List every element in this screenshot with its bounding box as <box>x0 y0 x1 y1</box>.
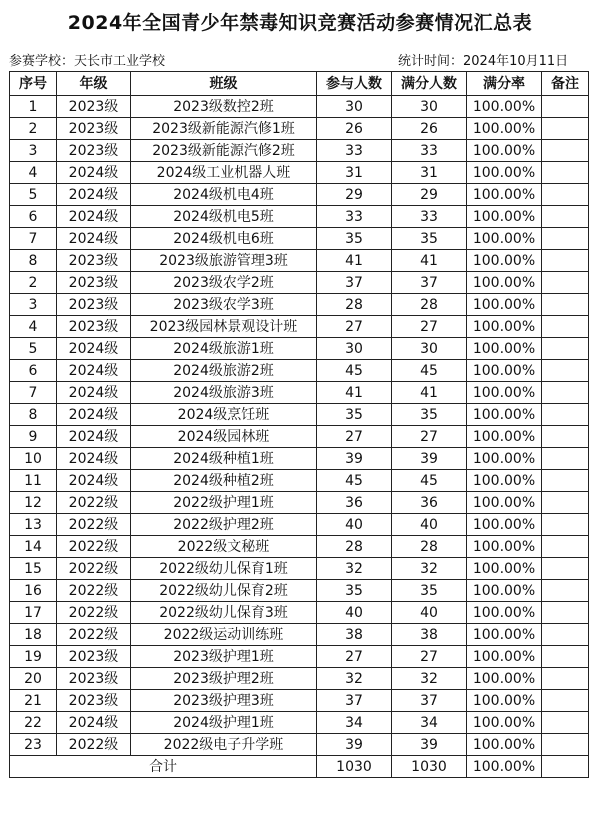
cell-grade: 2023级 <box>57 668 131 690</box>
cell-note <box>542 602 589 624</box>
cell-rate: 100.00% <box>467 668 542 690</box>
header-index: 序号 <box>10 72 57 96</box>
table-row <box>10 404 589 426</box>
table-body <box>10 96 589 756</box>
school-info <box>9 50 165 69</box>
cell-rate: 100.00% <box>467 382 542 404</box>
cell-index: 14 <box>10 536 57 558</box>
table-row <box>10 140 589 162</box>
table-header-row <box>10 72 589 96</box>
cell-index: 6 <box>10 206 57 228</box>
cell-grade: 2024级 <box>57 184 131 206</box>
table-row <box>10 492 589 514</box>
cell-note <box>542 338 589 360</box>
cell-full-score: 32 <box>392 668 467 690</box>
cell-grade: 2023级 <box>57 316 131 338</box>
cell-grade: 2024级 <box>57 382 131 404</box>
cell-rate: 100.00% <box>467 536 542 558</box>
summary-table <box>9 71 589 778</box>
cell-participants: 45 <box>317 360 392 382</box>
cell-index: 3 <box>10 140 57 162</box>
cell-note <box>542 206 589 228</box>
cell-index: 10 <box>10 448 57 470</box>
table-row <box>10 602 589 624</box>
cell-grade: 2024级 <box>57 712 131 734</box>
cell-participants: 45 <box>317 470 392 492</box>
cell-grade: 2023级 <box>57 96 131 118</box>
cell-note <box>542 580 589 602</box>
table-row <box>10 184 589 206</box>
cell-class: 2024级护理1班 <box>131 712 317 734</box>
cell-index: 13 <box>10 514 57 536</box>
report-title: 2024年全国青少年禁毒知识竞赛活动参赛情况汇总表 <box>67 12 533 34</box>
cell-index: 23 <box>10 734 57 756</box>
cell-rate: 100.00% <box>467 228 542 250</box>
cell-participants: 39 <box>317 734 392 756</box>
cell-participants: 36 <box>317 492 392 514</box>
cell-rate: 100.00% <box>467 426 542 448</box>
cell-full-score: 40 <box>392 514 467 536</box>
cell-grade: 2024级 <box>57 206 131 228</box>
table-row <box>10 580 589 602</box>
cell-grade: 2022级 <box>57 558 131 580</box>
table-row <box>10 338 589 360</box>
cell-index: 12 <box>10 492 57 514</box>
cell-index: 11 <box>10 470 57 492</box>
cell-participants: 41 <box>317 382 392 404</box>
cell-class: 2024级机电6班 <box>131 228 317 250</box>
cell-participants: 37 <box>317 272 392 294</box>
cell-class: 2022级护理1班 <box>131 492 317 514</box>
cell-class: 2024级烹饪班 <box>131 404 317 426</box>
cell-rate: 100.00% <box>467 734 542 756</box>
cell-participants: 34 <box>317 712 392 734</box>
cell-index: 3 <box>10 294 57 316</box>
total-note <box>542 756 589 778</box>
cell-rate: 100.00% <box>467 184 542 206</box>
cell-index: 17 <box>10 602 57 624</box>
cell-rate: 100.00% <box>467 646 542 668</box>
cell-participants: 39 <box>317 448 392 470</box>
cell-note <box>542 184 589 206</box>
table-row <box>10 316 589 338</box>
table-row <box>10 382 589 404</box>
cell-class: 2023级农学3班 <box>131 294 317 316</box>
cell-grade: 2023级 <box>57 646 131 668</box>
cell-participants: 33 <box>317 140 392 162</box>
cell-class: 2023级园林景观设计班 <box>131 316 317 338</box>
table-row <box>10 426 589 448</box>
cell-note <box>542 316 589 338</box>
date-info <box>398 50 568 69</box>
cell-class: 2022级幼儿保育3班 <box>131 602 317 624</box>
cell-participants: 35 <box>317 228 392 250</box>
cell-grade: 2022级 <box>57 580 131 602</box>
cell-class: 2022级文秘班 <box>131 536 317 558</box>
cell-full-score: 33 <box>392 206 467 228</box>
cell-rate: 100.00% <box>467 360 542 382</box>
cell-class: 2022级幼儿保育2班 <box>131 580 317 602</box>
cell-note <box>542 272 589 294</box>
table-row <box>10 206 589 228</box>
cell-class: 2022级运动训练班 <box>131 624 317 646</box>
cell-participants: 27 <box>317 646 392 668</box>
cell-full-score: 34 <box>392 712 467 734</box>
cell-class: 2024级机电4班 <box>131 184 317 206</box>
cell-index: 16 <box>10 580 57 602</box>
cell-rate: 100.00% <box>467 404 542 426</box>
cell-note <box>542 96 589 118</box>
total-rate: 100.00% <box>467 756 542 778</box>
cell-note <box>542 558 589 580</box>
cell-full-score: 37 <box>392 272 467 294</box>
cell-index: 2 <box>10 272 57 294</box>
cell-index: 5 <box>10 338 57 360</box>
cell-participants: 26 <box>317 118 392 140</box>
cell-note <box>542 712 589 734</box>
cell-full-score: 28 <box>392 294 467 316</box>
cell-grade: 2023级 <box>57 250 131 272</box>
cell-participants: 30 <box>317 96 392 118</box>
table-row <box>10 624 589 646</box>
cell-note <box>542 646 589 668</box>
cell-note <box>542 492 589 514</box>
cell-index: 21 <box>10 690 57 712</box>
cell-class: 2023级数控2班 <box>131 96 317 118</box>
cell-grade: 2022级 <box>57 734 131 756</box>
cell-participants: 31 <box>317 162 392 184</box>
header-note: 备注 <box>542 72 589 96</box>
cell-grade: 2022级 <box>57 624 131 646</box>
cell-note <box>542 250 589 272</box>
cell-rate: 100.00% <box>467 624 542 646</box>
cell-participants: 30 <box>317 338 392 360</box>
cell-grade: 2023级 <box>57 140 131 162</box>
cell-class: 2024级机电5班 <box>131 206 317 228</box>
cell-class: 2024级园林班 <box>131 426 317 448</box>
cell-rate: 100.00% <box>467 558 542 580</box>
cell-participants: 33 <box>317 206 392 228</box>
cell-grade: 2024级 <box>57 470 131 492</box>
cell-rate: 100.00% <box>467 206 542 228</box>
cell-class: 2024级旅游2班 <box>131 360 317 382</box>
cell-full-score: 45 <box>392 470 467 492</box>
cell-full-score: 41 <box>392 382 467 404</box>
table-row <box>10 734 589 756</box>
date-value: 2024年10月11日 <box>463 54 569 69</box>
table-row <box>10 448 589 470</box>
header-grade: 年级 <box>57 72 131 96</box>
cell-index: 1 <box>10 96 57 118</box>
cell-full-score: 30 <box>392 96 467 118</box>
cell-class: 2024级种植2班 <box>131 470 317 492</box>
cell-grade: 2024级 <box>57 448 131 470</box>
cell-grade: 2022级 <box>57 514 131 536</box>
cell-index: 22 <box>10 712 57 734</box>
cell-rate: 100.00% <box>467 118 542 140</box>
cell-participants: 29 <box>317 184 392 206</box>
cell-note <box>542 734 589 756</box>
cell-class: 2023级旅游管理3班 <box>131 250 317 272</box>
cell-full-score: 41 <box>392 250 467 272</box>
cell-participants: 32 <box>317 668 392 690</box>
cell-participants: 35 <box>317 580 392 602</box>
table-row <box>10 272 589 294</box>
cell-grade: 2024级 <box>57 228 131 250</box>
cell-grade: 2024级 <box>57 426 131 448</box>
cell-full-score: 27 <box>392 316 467 338</box>
table-row <box>10 118 589 140</box>
cell-full-score: 40 <box>392 602 467 624</box>
table-row <box>10 668 589 690</box>
cell-note <box>542 382 589 404</box>
cell-grade: 2024级 <box>57 360 131 382</box>
cell-index: 4 <box>10 162 57 184</box>
cell-note <box>542 360 589 382</box>
cell-rate: 100.00% <box>467 712 542 734</box>
cell-class: 2024级种植1班 <box>131 448 317 470</box>
table-row <box>10 712 589 734</box>
cell-full-score: 33 <box>392 140 467 162</box>
cell-note <box>542 536 589 558</box>
cell-grade: 2024级 <box>57 404 131 426</box>
date-label: 统计时间： <box>398 54 464 69</box>
cell-class: 2023级护理1班 <box>131 646 317 668</box>
cell-note <box>542 294 589 316</box>
cell-full-score: 45 <box>392 360 467 382</box>
table-row <box>10 250 589 272</box>
total-label: 合计 <box>10 756 317 778</box>
cell-participants: 27 <box>317 316 392 338</box>
cell-index: 4 <box>10 316 57 338</box>
cell-note <box>542 426 589 448</box>
table-row <box>10 162 589 184</box>
cell-class: 2022级幼儿保育1班 <box>131 558 317 580</box>
cell-participants: 28 <box>317 536 392 558</box>
cell-rate: 100.00% <box>467 162 542 184</box>
cell-full-score: 27 <box>392 426 467 448</box>
cell-grade: 2022级 <box>57 536 131 558</box>
cell-note <box>542 690 589 712</box>
table-row <box>10 470 589 492</box>
cell-participants: 38 <box>317 624 392 646</box>
cell-index: 2 <box>10 118 57 140</box>
cell-note <box>542 624 589 646</box>
cell-full-score: 39 <box>392 448 467 470</box>
cell-full-score: 27 <box>392 646 467 668</box>
cell-class: 2024级工业机器人班 <box>131 162 317 184</box>
cell-grade: 2023级 <box>57 118 131 140</box>
cell-full-score: 36 <box>392 492 467 514</box>
cell-rate: 100.00% <box>467 690 542 712</box>
table-row <box>10 360 589 382</box>
cell-class: 2023级新能源汽修2班 <box>131 140 317 162</box>
cell-participants: 40 <box>317 514 392 536</box>
cell-class: 2023级新能源汽修1班 <box>131 118 317 140</box>
cell-rate: 100.00% <box>467 580 542 602</box>
cell-note <box>542 514 589 536</box>
header-class: 班级 <box>131 72 317 96</box>
cell-index: 18 <box>10 624 57 646</box>
cell-rate: 100.00% <box>467 514 542 536</box>
cell-rate: 100.00% <box>467 338 542 360</box>
cell-rate: 100.00% <box>467 294 542 316</box>
table-row <box>10 294 589 316</box>
cell-rate: 100.00% <box>467 602 542 624</box>
table-row <box>10 558 589 580</box>
cell-rate: 100.00% <box>467 272 542 294</box>
cell-class: 2023级护理2班 <box>131 668 317 690</box>
cell-participants: 37 <box>317 690 392 712</box>
table-row <box>10 228 589 250</box>
cell-note <box>542 448 589 470</box>
cell-full-score: 35 <box>392 580 467 602</box>
cell-note <box>542 228 589 250</box>
cell-full-score: 35 <box>392 404 467 426</box>
cell-note <box>542 140 589 162</box>
cell-grade: 2023级 <box>57 690 131 712</box>
header-participants: 参与人数 <box>317 72 392 96</box>
cell-index: 8 <box>10 404 57 426</box>
header-full-score: 满分人数 <box>392 72 467 96</box>
cell-full-score: 38 <box>392 624 467 646</box>
cell-full-score: 39 <box>392 734 467 756</box>
cell-class: 2024级旅游1班 <box>131 338 317 360</box>
school-name: 天长市工业学校 <box>74 54 166 69</box>
cell-grade: 2024级 <box>57 162 131 184</box>
cell-full-score: 32 <box>392 558 467 580</box>
cell-rate: 100.00% <box>467 492 542 514</box>
cell-grade: 2023级 <box>57 294 131 316</box>
cell-grade: 2022级 <box>57 602 131 624</box>
cell-note <box>542 118 589 140</box>
cell-grade: 2024级 <box>57 338 131 360</box>
cell-rate: 100.00% <box>467 448 542 470</box>
table-row <box>10 646 589 668</box>
cell-note <box>542 404 589 426</box>
table-row <box>10 536 589 558</box>
cell-participants: 32 <box>317 558 392 580</box>
total-full-score: 1030 <box>392 756 467 778</box>
cell-index: 7 <box>10 382 57 404</box>
cell-full-score: 26 <box>392 118 467 140</box>
cell-rate: 100.00% <box>467 96 542 118</box>
cell-full-score: 28 <box>392 536 467 558</box>
cell-class: 2023级护理3班 <box>131 690 317 712</box>
school-label: 参赛学校： <box>9 54 75 69</box>
cell-index: 20 <box>10 668 57 690</box>
cell-rate: 100.00% <box>467 470 542 492</box>
cell-index: 6 <box>10 360 57 382</box>
cell-index: 15 <box>10 558 57 580</box>
cell-index: 7 <box>10 228 57 250</box>
cell-participants: 28 <box>317 294 392 316</box>
cell-grade: 2023级 <box>57 272 131 294</box>
cell-note <box>542 668 589 690</box>
cell-full-score: 31 <box>392 162 467 184</box>
cell-index: 5 <box>10 184 57 206</box>
cell-full-score: 29 <box>392 184 467 206</box>
cell-class: 2022级护理2班 <box>131 514 317 536</box>
cell-rate: 100.00% <box>467 140 542 162</box>
cell-class: 2024级旅游3班 <box>131 382 317 404</box>
table-row <box>10 96 589 118</box>
cell-class: 2022级电子升学班 <box>131 734 317 756</box>
cell-class: 2023级农学2班 <box>131 272 317 294</box>
cell-rate: 100.00% <box>467 316 542 338</box>
cell-full-score: 37 <box>392 690 467 712</box>
cell-participants: 40 <box>317 602 392 624</box>
table-row <box>10 690 589 712</box>
cell-note <box>542 162 589 184</box>
cell-note <box>542 470 589 492</box>
total-participants: 1030 <box>317 756 392 778</box>
cell-participants: 41 <box>317 250 392 272</box>
cell-grade: 2022级 <box>57 492 131 514</box>
total-row <box>10 756 589 778</box>
cell-full-score: 35 <box>392 228 467 250</box>
cell-full-score: 30 <box>392 338 467 360</box>
cell-participants: 27 <box>317 426 392 448</box>
cell-participants: 35 <box>317 404 392 426</box>
header-rate: 满分率 <box>467 72 542 96</box>
cell-index: 8 <box>10 250 57 272</box>
cell-rate: 100.00% <box>467 250 542 272</box>
cell-index: 9 <box>10 426 57 448</box>
table-row <box>10 514 589 536</box>
cell-index: 19 <box>10 646 57 668</box>
